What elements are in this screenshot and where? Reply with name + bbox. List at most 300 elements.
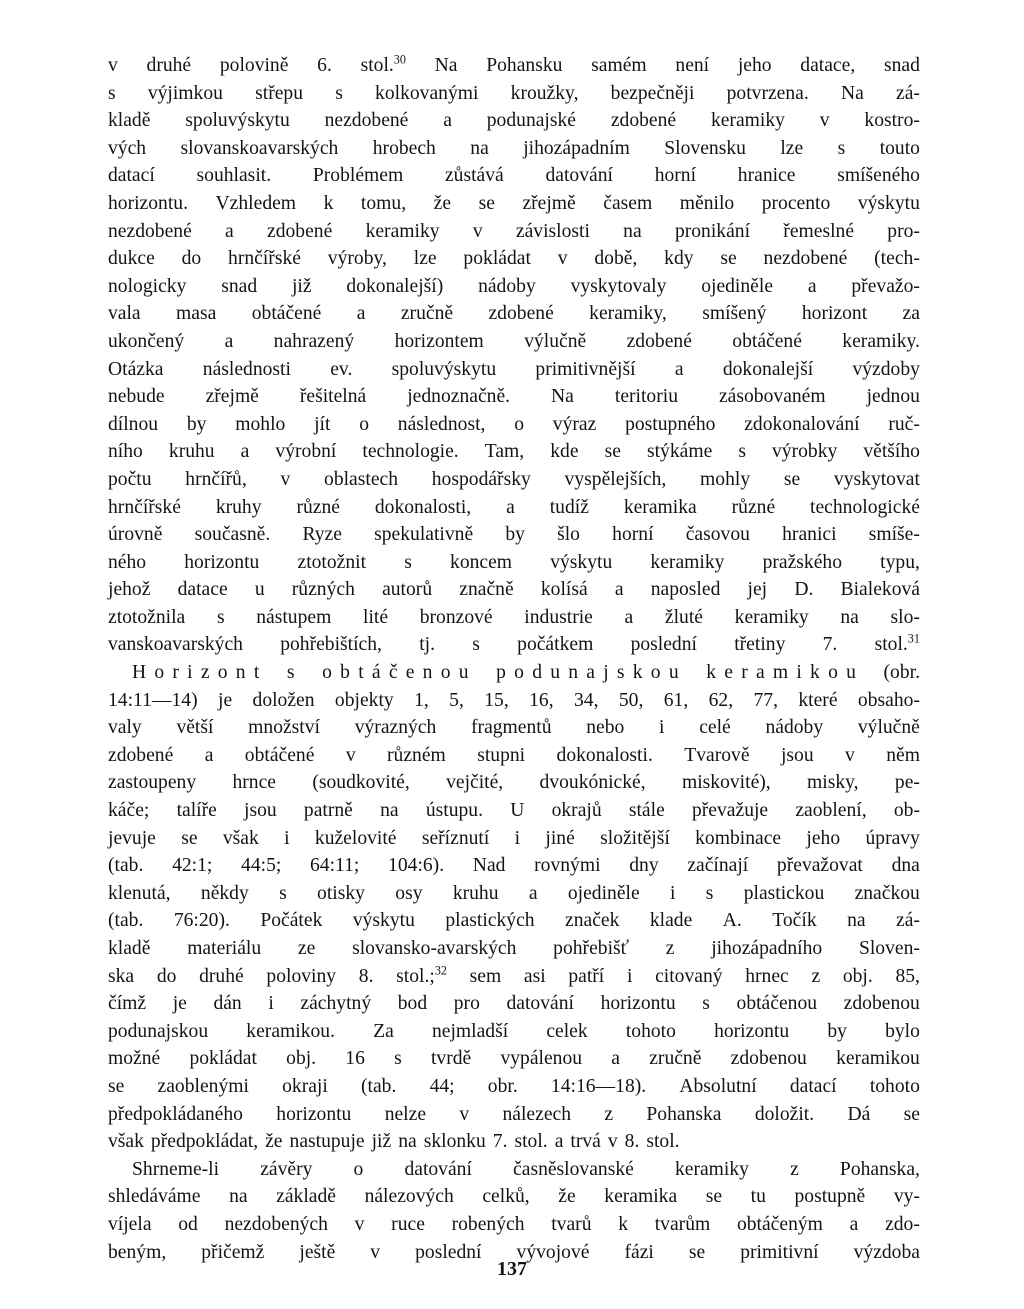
word: zaoblenými <box>157 1075 249 1097</box>
word: datování <box>506 993 574 1015</box>
word: je <box>218 689 233 711</box>
word: obj. <box>842 965 873 987</box>
text-line <box>108 825 920 853</box>
word: asi <box>523 965 546 987</box>
word: keramika <box>623 496 697 518</box>
word: ruce <box>391 1213 425 1235</box>
word: kdy <box>664 248 694 270</box>
word: 62, <box>708 689 734 711</box>
word: i <box>669 882 676 904</box>
word: 14:11—14) <box>108 689 198 711</box>
word: jihozápadního <box>711 938 823 959</box>
word: třetiny <box>734 634 786 656</box>
word: industrie <box>524 606 593 628</box>
word: pohřebišť <box>553 938 630 959</box>
word: dukce <box>108 248 155 270</box>
word: výlučně <box>524 330 587 352</box>
word: že <box>433 192 452 214</box>
word: nezdobené <box>108 220 192 242</box>
word: na <box>470 137 489 159</box>
word: keramikou <box>706 662 865 684</box>
word: s <box>335 82 343 104</box>
word: kolkovanými <box>375 82 479 104</box>
word: Absolutní <box>679 1075 757 1097</box>
word: 15, <box>484 689 509 711</box>
word: možné <box>108 1048 161 1070</box>
word: Dá <box>847 1103 871 1125</box>
word: obj. <box>286 1048 317 1070</box>
word: Na <box>840 82 864 104</box>
word: 42:1; <box>172 855 213 877</box>
word: různé <box>296 496 340 518</box>
word: otisky <box>317 882 365 904</box>
word: se <box>688 1241 706 1263</box>
word: do <box>181 248 202 270</box>
word: stol.$^{30}$ <box>360 52 406 76</box>
word: spoluvýskytu <box>185 110 290 132</box>
word: výrobky <box>772 441 838 463</box>
word: nezdobené <box>324 110 409 132</box>
word: pronikání <box>674 220 751 242</box>
word: vyskytovaly <box>570 275 667 297</box>
word: se <box>720 248 737 270</box>
word: keramiky <box>365 220 440 242</box>
word: pohřebištích, <box>280 634 382 656</box>
word: že <box>265 1131 283 1153</box>
word: plastickou <box>743 882 825 904</box>
word: i <box>626 965 633 987</box>
word: objekty <box>334 689 394 711</box>
word: z <box>811 965 821 987</box>
word: s <box>404 551 412 573</box>
word: o <box>514 413 524 435</box>
word: celé <box>699 717 731 739</box>
word: s <box>286 662 303 684</box>
word: technologické <box>810 496 920 518</box>
word: s <box>837 137 846 159</box>
word: a <box>506 496 515 518</box>
word: jeho <box>737 55 772 76</box>
word: kombinace <box>695 827 782 849</box>
word: poloviny <box>266 965 337 987</box>
word: horizontu. <box>108 192 188 214</box>
word: obtáčené <box>732 330 802 352</box>
word: celek <box>546 1020 588 1042</box>
word: Za <box>373 1020 394 1042</box>
word: bronzové <box>419 606 493 628</box>
word: U <box>510 800 525 822</box>
word: smíše- <box>868 524 920 546</box>
word: s <box>472 634 480 656</box>
word: zdobené <box>610 110 677 132</box>
word: miskovité), <box>681 772 771 794</box>
word: s <box>108 82 116 104</box>
word: mohlo <box>235 413 286 435</box>
word: měnilo <box>679 192 735 214</box>
word: a <box>807 275 817 297</box>
word: horizontu <box>600 993 676 1015</box>
word: hranici <box>782 524 837 546</box>
word: se <box>604 441 621 463</box>
word: nologicky <box>108 275 187 297</box>
word: a <box>224 330 234 352</box>
word: 44:5; <box>241 855 282 877</box>
word: autorů <box>382 579 433 601</box>
word: hrnce <box>232 772 276 794</box>
word: 50, <box>618 689 644 711</box>
word: keramiky <box>674 1158 749 1180</box>
word: Na <box>434 55 458 76</box>
word: i <box>268 993 274 1015</box>
word: někdy <box>200 882 249 904</box>
word: ztotožnila <box>108 606 186 628</box>
word: převažovat <box>776 855 863 877</box>
word: šlo <box>557 524 580 546</box>
word: na <box>623 220 642 242</box>
word: v <box>472 220 483 242</box>
word: dny <box>629 855 659 877</box>
word: na <box>398 1131 417 1153</box>
word: poslední <box>630 634 697 656</box>
word: však <box>222 827 259 849</box>
word: s <box>216 606 225 628</box>
word: materiálu <box>187 938 262 959</box>
word: 64:11; <box>310 855 360 877</box>
word: kladě <box>108 110 151 132</box>
word: ev. <box>330 358 353 380</box>
word: následnost, <box>397 413 486 435</box>
word: a <box>614 579 624 601</box>
word: začínají <box>687 855 749 877</box>
word: Tam, <box>484 441 525 463</box>
word: u <box>254 579 265 601</box>
word: sklonku <box>423 1131 486 1153</box>
word: patrně <box>303 800 353 822</box>
word: něm <box>886 744 920 766</box>
word: množství <box>248 717 320 739</box>
word: a <box>356 303 366 325</box>
word: keramika <box>604 1186 678 1208</box>
word: ústupu. <box>425 800 483 822</box>
word: doložen <box>252 689 315 711</box>
word: ojediněle <box>701 275 774 297</box>
word: hrnčířské <box>228 248 301 270</box>
word: Vzhledem <box>215 192 297 214</box>
word: obtáčené <box>244 744 315 766</box>
word: ruč- <box>888 413 920 435</box>
word: mohly <box>700 468 751 490</box>
word: v <box>845 744 855 766</box>
text-line <box>108 328 920 356</box>
word: ojediněle <box>567 882 640 904</box>
word: vývojové <box>516 1241 590 1263</box>
word: obtáčenou <box>322 662 477 684</box>
word: 7. <box>822 634 838 656</box>
word: na <box>380 800 399 822</box>
word: v <box>819 110 830 132</box>
word: vypálenou <box>500 1048 583 1070</box>
word: na <box>847 910 866 932</box>
text-line <box>108 576 920 604</box>
word: by <box>186 413 207 435</box>
word: nezdobené <box>763 248 848 270</box>
word: podunajské <box>486 110 576 132</box>
word: v <box>607 1131 618 1153</box>
word: nelze <box>384 1103 427 1125</box>
word: smíšeného <box>837 165 920 187</box>
word: výrazných <box>354 717 437 739</box>
word: z <box>604 1103 614 1125</box>
word: zdobené <box>488 303 554 325</box>
word: fázi <box>624 1241 654 1263</box>
word: značek <box>565 910 620 932</box>
word: výlučně <box>857 717 920 739</box>
word: (tech- <box>874 248 920 270</box>
word: dokonalosti, <box>374 496 472 518</box>
word: výjimkou <box>147 82 223 104</box>
word: s <box>394 1048 402 1070</box>
word: z <box>790 1158 799 1180</box>
word: pe- <box>894 772 920 794</box>
word: Problémem <box>312 165 404 187</box>
text-line <box>108 438 920 466</box>
text-line <box>108 687 920 715</box>
word: stol.;$^{32}$ <box>396 963 447 987</box>
word: se <box>108 1075 125 1097</box>
word: od <box>178 1213 198 1235</box>
word: a <box>528 882 538 904</box>
word: tohoto <box>625 1020 676 1042</box>
word: misky, <box>807 772 859 794</box>
word: keramiky <box>650 551 725 573</box>
word: 76:20). <box>173 910 230 932</box>
word: polovině <box>219 55 289 76</box>
word: 104:6). <box>388 855 445 877</box>
word: pro <box>453 993 480 1015</box>
word: vy- <box>893 1186 920 1208</box>
word: keramikou. <box>246 1020 335 1042</box>
word: stol. <box>514 1131 548 1153</box>
word: spekulativně <box>374 524 474 546</box>
word: (soudkovité, <box>312 772 410 794</box>
word: v <box>108 55 118 76</box>
word: kladě <box>108 938 151 959</box>
text-line <box>108 549 920 577</box>
word: 16 <box>345 1048 365 1070</box>
word: datování <box>545 165 613 187</box>
word: druhé <box>199 965 244 987</box>
word: jej <box>747 579 768 601</box>
text-line <box>108 935 920 963</box>
word: žluté <box>664 606 703 628</box>
word: podunajskou <box>496 662 687 684</box>
word: z <box>665 938 675 959</box>
word: hospodářsky <box>431 468 531 490</box>
word: převažuje <box>691 800 769 822</box>
word: poslední <box>415 1241 482 1263</box>
word: a <box>674 358 684 380</box>
word: vanskoavarských <box>108 634 243 656</box>
word: pražského <box>762 551 843 573</box>
word: osy <box>395 882 423 904</box>
word: se <box>478 192 495 214</box>
word: v <box>557 248 568 270</box>
word: zá- <box>896 910 920 932</box>
word: masa <box>176 303 217 325</box>
word: shledáváme <box>108 1186 201 1208</box>
word: citovaný <box>655 965 723 987</box>
word: závěry <box>260 1158 313 1180</box>
word: lze <box>780 137 804 159</box>
text-line <box>108 521 920 549</box>
word: střepu <box>255 82 304 104</box>
word: že <box>558 1186 576 1208</box>
word: je <box>172 993 187 1015</box>
word: již <box>291 275 312 297</box>
word: zdobené <box>626 330 692 352</box>
word: Počátek <box>260 910 323 932</box>
text-line <box>108 631 920 659</box>
word: s <box>705 882 714 904</box>
text-line <box>108 190 920 218</box>
word: kruhu <box>452 882 499 904</box>
word: pokládat <box>463 248 531 270</box>
text-line <box>108 80 920 108</box>
word: ze <box>297 938 316 959</box>
word: výzdoba <box>853 1241 920 1263</box>
word: kostro- <box>864 110 920 132</box>
text-line <box>108 1045 920 1073</box>
word: se <box>181 827 198 849</box>
word: nálezech <box>502 1103 572 1125</box>
word: typu, <box>880 551 920 573</box>
word: jevuje <box>108 827 156 849</box>
word: keramikou <box>836 1048 920 1070</box>
word: datace, <box>800 55 856 76</box>
word: obsaho- <box>857 689 920 711</box>
word: 5, <box>449 689 464 711</box>
word: jsou <box>780 744 814 766</box>
word: zdo- <box>885 1213 920 1235</box>
word: k <box>618 1213 629 1235</box>
word: robených <box>451 1213 525 1235</box>
word: (obr. <box>883 662 920 684</box>
word: hranice <box>737 165 796 187</box>
word: klenutá, <box>108 882 171 904</box>
word: stýkáme <box>646 441 713 463</box>
text-line <box>108 1211 920 1239</box>
word: nastupuje <box>289 1131 365 1153</box>
word: výroby, <box>327 248 387 270</box>
word: ska <box>108 965 135 987</box>
text-line <box>108 411 920 439</box>
word: následnosti <box>202 358 291 380</box>
word: 77, <box>753 689 778 711</box>
text-line <box>108 1156 920 1184</box>
word: není <box>675 55 710 76</box>
word: se <box>705 1186 723 1208</box>
word: počátkem <box>517 634 594 656</box>
word: lze <box>413 248 437 270</box>
word: A. <box>722 910 742 932</box>
text-line <box>108 466 920 494</box>
word: klade <box>649 910 693 932</box>
text-line <box>108 300 920 328</box>
word: okraji <box>282 1075 328 1097</box>
word: ného <box>108 551 147 573</box>
word: základě <box>276 1186 336 1208</box>
word: zručně <box>400 303 454 325</box>
word: jiné <box>545 827 575 849</box>
word: stol.$^{31}$ <box>874 631 920 656</box>
word: káče; <box>108 800 150 822</box>
text-line <box>108 52 920 80</box>
word: bod <box>397 993 428 1015</box>
word: dokonalejší) <box>346 275 444 297</box>
word: Shrneme-li <box>132 1158 220 1180</box>
text-line <box>108 107 920 135</box>
word: na <box>229 1186 248 1208</box>
word: různém <box>387 744 446 766</box>
word: tj. <box>419 634 435 656</box>
word: dílnou <box>108 413 159 435</box>
word: nezdobených <box>224 1213 328 1235</box>
word: horní <box>612 524 654 546</box>
word: Tvarově <box>684 744 750 766</box>
word: většího <box>863 441 920 463</box>
footnote-marker: 32 <box>434 963 447 978</box>
text-line <box>108 797 920 825</box>
word: kde <box>550 441 579 463</box>
word: nahrazený <box>273 330 355 352</box>
word: nádoby <box>765 717 824 739</box>
word: primitivnější <box>535 358 636 380</box>
word: 61, <box>663 689 689 711</box>
word: snad <box>221 275 258 297</box>
word: a <box>554 1131 564 1153</box>
word: zručně <box>649 1048 702 1070</box>
word: keramiky <box>734 606 809 628</box>
word: (tab. <box>108 910 144 932</box>
word: Pohanska, <box>839 1158 920 1180</box>
text-line <box>108 880 920 908</box>
word: souhlasit. <box>196 165 272 187</box>
text-line <box>108 162 920 190</box>
word: hrnčířské <box>108 496 181 518</box>
text-line <box>108 604 920 632</box>
word: době, <box>594 248 638 270</box>
word: a <box>443 110 452 132</box>
word: Sloven- <box>858 938 920 959</box>
word: ukončený <box>108 330 185 352</box>
text-line <box>108 769 920 797</box>
page-number: 137 <box>497 1258 527 1280</box>
word: tomu, <box>360 192 407 214</box>
word: zůstává <box>444 165 504 187</box>
word: 6. <box>317 55 332 76</box>
word: keramiky, <box>589 303 667 325</box>
text-line <box>108 356 920 384</box>
word: tudíž <box>549 496 589 518</box>
word: D. <box>794 579 814 601</box>
word: a <box>849 1213 859 1235</box>
word: samém <box>591 55 647 76</box>
word: datací <box>789 1075 837 1097</box>
word: výskytu <box>550 551 613 573</box>
word: koncem <box>450 551 513 573</box>
word: zřejmě <box>522 192 576 214</box>
word: větší <box>176 717 214 739</box>
